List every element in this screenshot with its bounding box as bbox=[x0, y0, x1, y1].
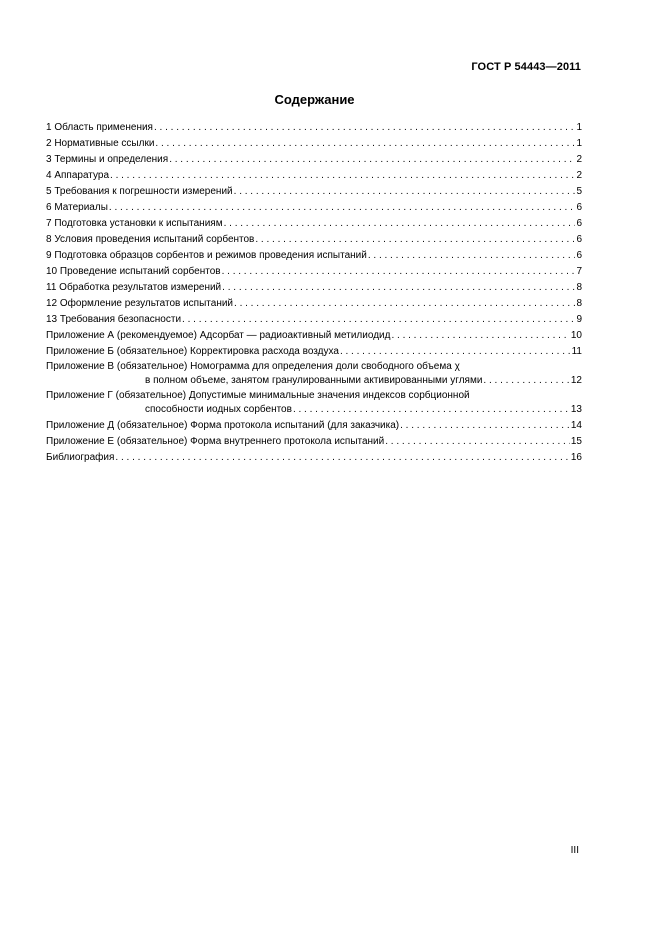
toc-leader bbox=[400, 418, 570, 434]
toc-entry[interactable] bbox=[46, 232, 582, 248]
toc-page-number: 12 bbox=[570, 375, 582, 386]
toc-page-number: 1 bbox=[576, 122, 582, 133]
toc-entry-title: 9 Подготовка образцов сорбентов и режимов проведения испытаний bbox=[46, 250, 367, 261]
toc-entry-title: 12 Оформление результатов испытаний bbox=[46, 298, 234, 309]
page-number: III bbox=[570, 845, 579, 856]
toc-entry[interactable] bbox=[46, 264, 582, 280]
toc-page-number: 5 bbox=[576, 186, 582, 197]
toc-leader bbox=[154, 120, 575, 136]
toc-entry[interactable] bbox=[46, 184, 582, 200]
toc-leader bbox=[234, 296, 575, 312]
toc-entry-title: Приложение Е (обязательное) Форма внутреннего протокола испытаний bbox=[46, 436, 385, 447]
toc-leader bbox=[224, 216, 576, 232]
toc-entry-title: Приложение В (обязательное) Номограмма для определения доли свободного объема χ bbox=[46, 361, 460, 372]
toc-page-number: 10 bbox=[570, 330, 582, 341]
toc-entry[interactable] bbox=[46, 168, 582, 184]
toc-page-number: 7 bbox=[576, 266, 582, 277]
toc-entry-title: 2 Нормативные ссылки bbox=[46, 138, 155, 149]
toc-entry-title: 8 Условия проведения испытаний сорбентов bbox=[46, 234, 255, 245]
toc-entry-title: 5 Требования к погрешности измерений bbox=[46, 186, 233, 197]
toc-entry[interactable] bbox=[46, 389, 582, 418]
toc-entry-title: Библиография bbox=[46, 452, 115, 463]
toc-page-number: 2 bbox=[576, 154, 582, 165]
toc-entry[interactable] bbox=[46, 418, 582, 434]
toc-entry-title: Приложение Б (обязательное) Корректировка расхода воздуха bbox=[46, 346, 339, 357]
toc-leader bbox=[293, 402, 570, 418]
toc-entry[interactable] bbox=[46, 434, 582, 450]
toc-page-number: 1 bbox=[576, 138, 582, 149]
toc-entry-title: 10 Проведение испытаний сорбентов bbox=[46, 266, 221, 277]
toc-page-number: 15 bbox=[570, 436, 582, 447]
toc-leader bbox=[234, 184, 576, 200]
toc-entry-title: 11 Обработка результатов измерений bbox=[46, 282, 222, 293]
toc-leader bbox=[109, 200, 576, 216]
toc-page-number: 9 bbox=[576, 314, 582, 325]
toc-page-number: 16 bbox=[570, 452, 582, 463]
toc-leader bbox=[169, 152, 575, 168]
toc-entry-title: Приложение А (рекомендуемое) Адсорбат — радиоактивный метилиодид bbox=[46, 330, 391, 341]
toc-entry[interactable] bbox=[46, 280, 582, 296]
toc-entry[interactable] bbox=[46, 248, 582, 264]
toc-page-number: 8 bbox=[576, 282, 582, 293]
toc-entry-title-continued: способности иодных сорбентов bbox=[145, 404, 292, 415]
toc-entry-title: 1 Область применения bbox=[46, 122, 153, 133]
toc-entry[interactable] bbox=[46, 296, 582, 312]
toc-page-number: 6 bbox=[576, 250, 582, 261]
toc-entry[interactable] bbox=[46, 200, 582, 216]
toc-entry[interactable] bbox=[46, 450, 582, 466]
toc-leader bbox=[483, 373, 569, 389]
toc-entry-title: Приложение Г (обязательное) Допустимые минимальные значения индексов сорбционной bbox=[46, 390, 470, 401]
toc-leader bbox=[340, 344, 571, 360]
toc-entry-title: 6 Материалы bbox=[46, 202, 108, 213]
toc-page-number: 11 bbox=[571, 346, 582, 357]
toc-leader bbox=[155, 136, 575, 152]
toc-entry-title: Приложение Д (обязательное) Форма протокола испытаний (для заказчика) bbox=[46, 420, 400, 431]
toc-page-number: 6 bbox=[576, 234, 582, 245]
toc-leader bbox=[385, 434, 570, 450]
toc-entry[interactable] bbox=[46, 152, 582, 168]
toc-entry-title: 13 Требования безопасности bbox=[46, 314, 182, 325]
toc-entry[interactable] bbox=[46, 360, 582, 389]
toc-entry-title: 7 Подготовка установки к испытаниям bbox=[46, 218, 223, 229]
toc-entry-title: 3 Термины и определения bbox=[46, 154, 169, 165]
toc-page-number: 6 bbox=[576, 202, 582, 213]
page-title: Содержание bbox=[274, 92, 355, 107]
toc-page-number: 14 bbox=[570, 420, 582, 431]
toc-entry[interactable] bbox=[46, 216, 582, 232]
toc-leader bbox=[110, 168, 575, 184]
toc-page-number: 13 bbox=[570, 404, 582, 415]
standard-header: ГОСТ Р 54443—2011 bbox=[471, 61, 581, 73]
toc-leader bbox=[391, 328, 569, 344]
toc-page-number: 6 bbox=[576, 218, 582, 229]
toc-leader bbox=[182, 312, 575, 328]
toc-entry-title-continued: в полном объеме, занятом гранулированными активированными углями bbox=[145, 375, 483, 386]
toc-entry[interactable] bbox=[46, 312, 582, 328]
toc-leader bbox=[255, 232, 575, 248]
table-of-contents bbox=[46, 120, 582, 466]
toc-leader bbox=[368, 248, 576, 264]
toc-entry[interactable] bbox=[46, 344, 582, 360]
toc-page-number: 2 bbox=[576, 170, 582, 181]
toc-leader bbox=[222, 264, 576, 280]
toc-page-number: 8 bbox=[576, 298, 582, 309]
toc-entry[interactable] bbox=[46, 120, 582, 136]
toc-leader bbox=[115, 450, 569, 466]
toc-entry[interactable] bbox=[46, 328, 582, 344]
toc-leader bbox=[222, 280, 575, 296]
toc-entry[interactable] bbox=[46, 136, 582, 152]
toc-entry-title: 4 Аппаратура bbox=[46, 170, 110, 181]
